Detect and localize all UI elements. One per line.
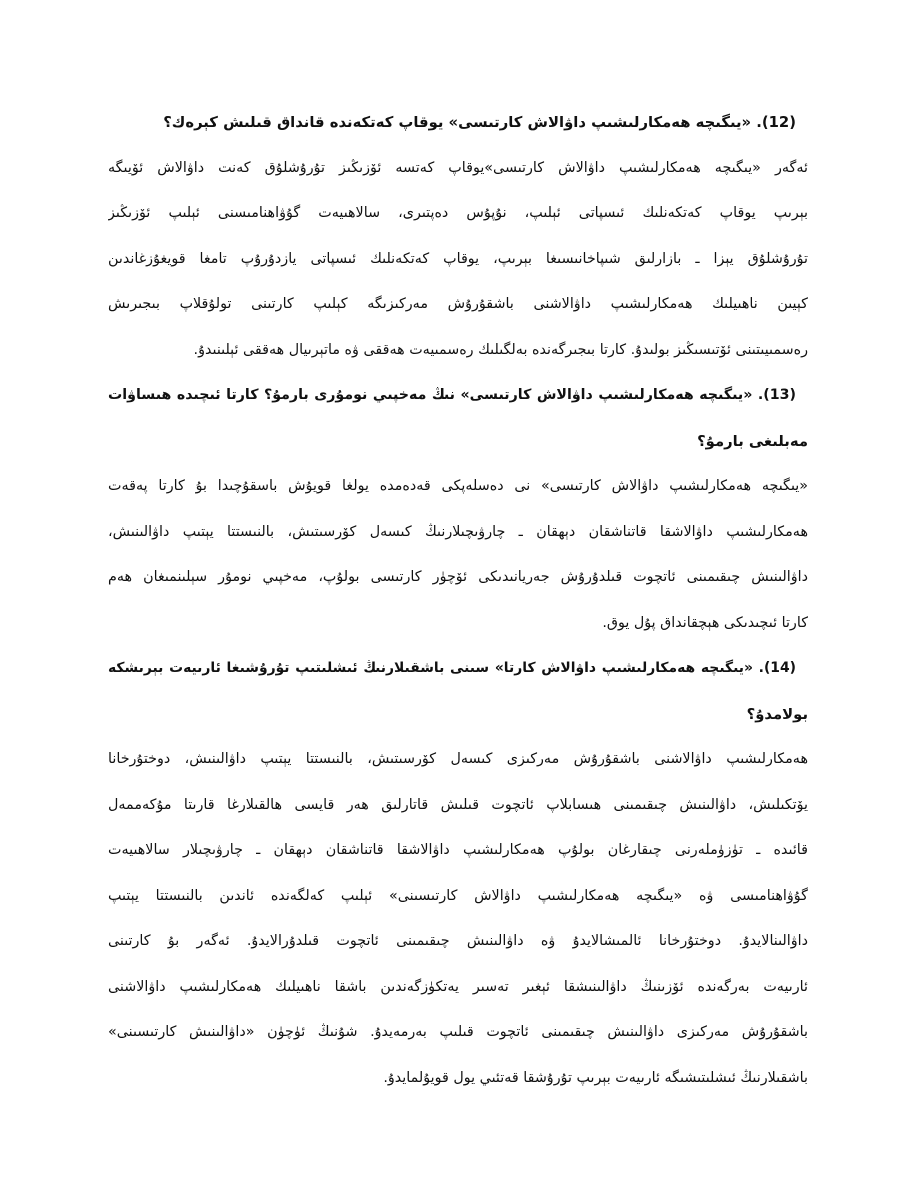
answer-14-line-5: داۋالىنالايدۇ. دوختۇرخانا ئالمىشالايدۇ ۋە داۋالىنىش چىقىمىنى ئاتچوت قىلدۇرالايدۇ. ئەگەر بۇ كارتىنى xyxy=(108,933,808,949)
answer-14-line-6: ئارىيەت بەرگەندە ئۆزىنىڭ داۋالىنىشقا ئېغىر تەسىر يەتكۈزگەندىن باشقا ناھىيلىك ھەمكارلىشىپ داۋالاشنى xyxy=(108,978,808,995)
answer-13 xyxy=(108,464,808,646)
answer-12-line-4: كېيىن ناھىيلىك ھەمكارلىشىپ داۋالاشنى باشقۇرۇش مەركىزىگە كېلىپ كارتىنى تولۇقلاپ بىجىرىش xyxy=(108,296,808,312)
answer-13-line-3: داۋالىنىش چىقىمىنى ئاتچوت قىلدۇرۇش جەريانىدىكى ئۆچۈر كارتىسى بولۇپ، مەخپىي نومۇر سېلىنمىغان ھەم xyxy=(108,569,808,585)
answer-12-line-1: ئەگەر «يىگىچە ھەمكارلىشىپ داۋالاش كارتىسى»يوقاپ كەتسە ئۆزىڭىز تۇرۇشلۇق كەنت داۋالاش ئۆيىگە xyxy=(108,159,808,176)
answer-14-line-4: گۇۋاھنامىسى ۋە «يىگىچە ھەمكارلىشىپ داۋالاش كارتىسىنى» ئېلىپ كەلگەندە ئاندىن بالنىستتا يېتىپ xyxy=(108,887,808,904)
answer-14 xyxy=(108,737,808,1101)
answer-12-line-2: بېرىپ يوقاپ كەتكەنلىك ئىسپاتى ئېلىپ، نۇپۇس دەپتىرى، سالاھىيەت گۇۋاھنامىسنى ئېلىپ ئۆزىڭىز xyxy=(108,205,808,221)
answer-14-line-8: باشقىلارنىڭ ئىشلىتىشىگە ئارىيەت بېرىپ تۇرۇشقا قەتئىي يول قويۇلمايدۇ. xyxy=(383,1069,808,1086)
answer-13-line-2: ھەمكارلىشىپ داۋالاشقا قاتناشقان دېھقان ـ چارۋىچىلارنىڭ كىسەل كۆرسىتىش، بالنىستتا يېتىپ داۋالىنىش، xyxy=(108,523,808,540)
question-13 xyxy=(108,373,808,464)
answer-13-line-1: «يىگىچە ھەمكارلىشىپ داۋالاش كارتىسى» نى دەسلەپكى قەدەمدە يولغا قويۇش باسقۇچىدا بۇ كارتا پەقەت xyxy=(108,478,808,494)
question-12 xyxy=(108,100,808,146)
answer-13-line-4: كارتا ئىچىدىكى ھېچقانداق پۇل يوق. xyxy=(602,614,808,631)
question-12-line-1: (12). «يىگىچە ھەمكارلىشىپ داۋالاش كارتىسى» يوقاپ كەتكەندە قانداق قىلىش كېرەك؟ xyxy=(163,114,796,131)
document-body xyxy=(108,100,808,1101)
answer-14-line-1: ھەمكارلىشىپ داۋالاشنى باشقۇرۇش مەركىزى كىسەل كۆرسىتىش، بالنىستتا يېتىپ داۋالىنىش، دوختۇرخانا xyxy=(108,751,808,767)
question-14-line-1: (14). «يىگىچە ھەمكارلىشىپ داۋالاش كارتا» سىنى باشقىلارنىڭ ئىشلىتىپ تۇرۇشىغا ئارىيەت بېرىشكە xyxy=(108,660,796,676)
question-14-line-2: بولامدۇ؟ xyxy=(746,705,808,723)
question-14 xyxy=(108,646,808,737)
answer-14-line-2: يۆتكىلىش، داۋالىنىش چىقىمىنى ھىسابلاپ ئاتچوت قىلىش قاتارلىق ھەر قايسى ھالقىلارغا قارىتا مۇكەممەل xyxy=(108,796,808,813)
question-13-line-1: (13). «يىگىچە ھەمكارلىشىپ داۋالاش كارتىسى» نىڭ مەخپىي نومۇرى بارمۇ؟ كارتا ئىچىدە ھىساۋات xyxy=(108,387,796,403)
answer-12-line-5: رەسمىيىتىنى ئۆتىسىڭىز بولىدۇ. كارتا بىجىرگەندە بەلگىلىك رەسمىيەت ھەققى ۋە ماتېرىيال ھەققى ئېلىنىدۇ. xyxy=(193,341,808,358)
answer-12-line-3: تۇرۇشلۇق يېزا ـ بازارلىق شىپاخانىسىغا بېرىپ، يوقاپ كەتكەنلىك ئىسپاتى يازدۇرۇپ تامغا قويغۇزغاندىن xyxy=(108,250,808,267)
answer-12 xyxy=(108,146,808,374)
answer-14-line-7: باشقۇرۇش مەركىزى داۋالىنىش چىقىمىنى ئاتچوت قىلىپ بەرمەيدۇ. شۇنىڭ ئۈچۈن «داۋالىنىش كارتىسىنى» xyxy=(108,1024,808,1040)
answer-14-line-3: قائىدە ـ تۈزۈملەرنى چىقارغان بولۇپ ھەمكارلىشىپ داۋالاشقا قاتناشقان دېھقان ـ چارۋىچىلار سالاھىيەت xyxy=(108,842,808,858)
question-13-line-2: مەبلىغى بارمۇ؟ xyxy=(697,432,808,450)
